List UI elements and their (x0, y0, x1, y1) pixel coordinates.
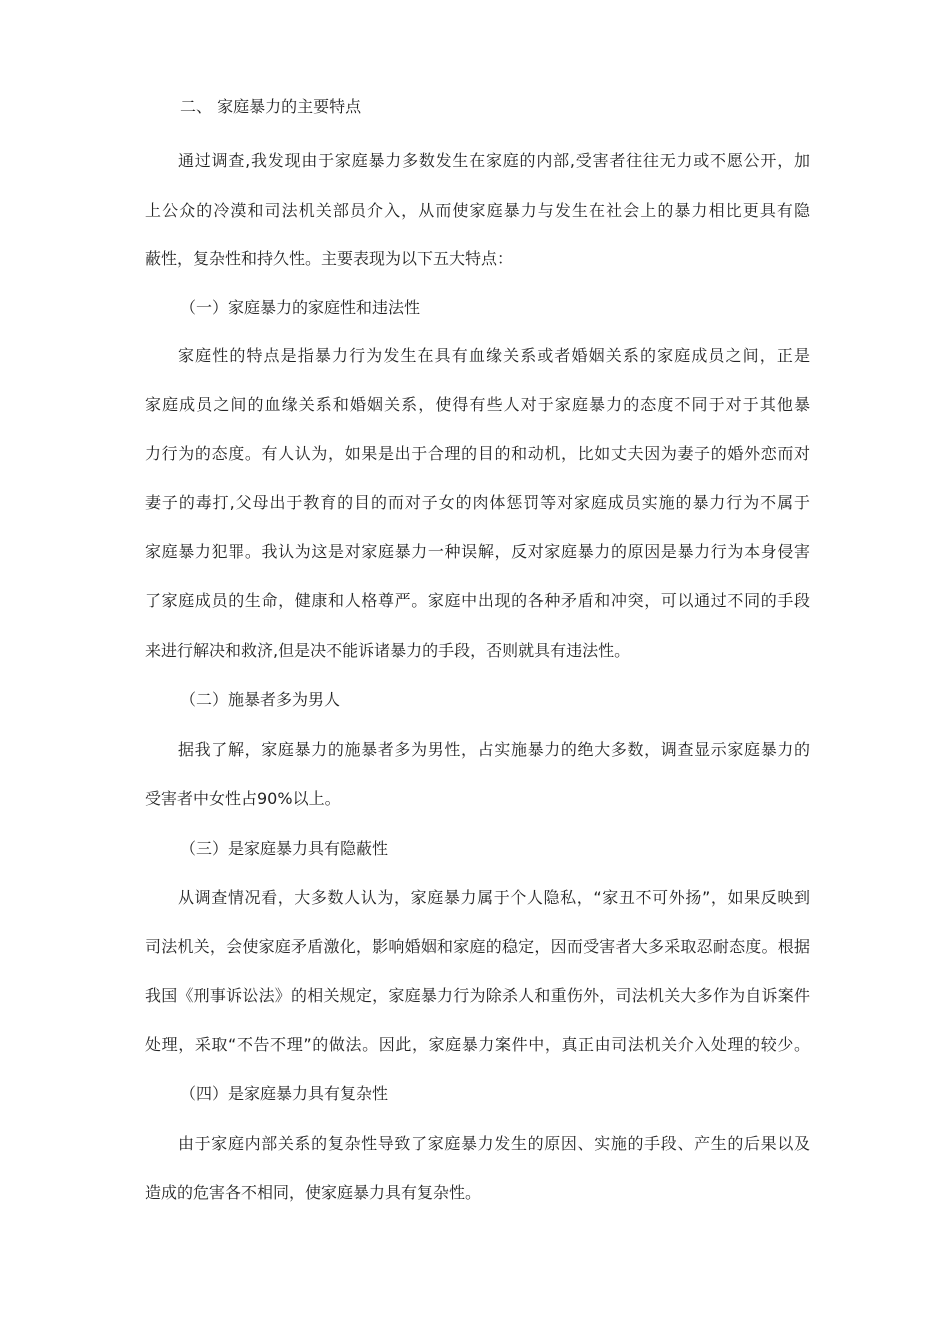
point-2-line-1: 据我了解，家庭暴力的施暴者多为男性，占实施暴力的绝大多数，调查显示家庭暴力的 (178, 740, 810, 759)
point-1-line-5: 家庭暴力犯罪。我认为这是对家庭暴力一种误解，反对家庭暴力的原因是暴力行为本身侵害 (145, 542, 810, 561)
point-1-line-2: 家庭成员之间的血缘关系和婚姻关系，使得有些人对于家庭暴力的态度不同于对于其他暴 (145, 395, 810, 414)
point-1-line-7: 来进行解决和救济,但是决不能诉诸暴力的手段，否则就具有违法性。 (145, 641, 631, 660)
point-3-heading: （三）是家庭暴力具有隐蔽性 (180, 839, 389, 858)
point-1-heading: （一）家庭暴力的家庭性和违法性 (180, 298, 421, 317)
point-1-line-6: 了家庭成员的生命，健康和人格尊严。家庭中出现的各种矛盾和冲突，可以通过不同的手段 (145, 591, 810, 610)
intro-line-3: 蔽性，复杂性和持久性。主要表现为以下五大特点： (145, 249, 514, 268)
point-3-line-1: 从调查情况看，大多数人认为，家庭暴力属于个人隐私，“家丑不可外扬”，如果反映到 (178, 888, 810, 907)
point-1-line-4: 妻子的毒打,父母出于教育的目的而对子女的肉体惩罚等对家庭成员实施的暴力行为不属于 (145, 493, 810, 512)
intro-line-1: 通过调查,我发现由于家庭暴力多数发生在家庭的内部,受害者往往无力或不愿公开，加 (178, 151, 810, 170)
point-3-line-3: 我国《刑事诉讼法》的相关规定，家庭暴力行为除杀人和重伤外，司法机关大多作为自诉案件 (145, 986, 810, 1005)
point-4-line-2: 造成的危害各不相同，使家庭暴力具有复杂性。 (145, 1183, 482, 1202)
intro-line-2: 上公众的冷漠和司法机关部员介入，从而使家庭暴力与发生在社会上的暴力相比更具有隐 (145, 201, 810, 220)
section-title: 二、 家庭暴力的主要特点 (180, 97, 362, 116)
point-3-line-4: 处理，采取“不告不理”的做法。因此，家庭暴力案件中，真正由司法机关介入处理的较少。 (145, 1035, 810, 1054)
point-2-heading: （二）施暴者多为男人 (180, 690, 341, 709)
point-4-heading: （四）是家庭暴力具有复杂性 (180, 1084, 389, 1103)
point-1-line-3: 力行为的态度。有人认为，如果是出于合理的目的和动机，比如丈夫因为妻子的婚外恋而对 (145, 444, 810, 463)
point-1-line-1: 家庭性的特点是指暴力行为发生在具有血缘关系或者婚姻关系的家庭成员之间，正是 (178, 346, 810, 365)
point-3-line-2: 司法机关，会使家庭矛盾激化，影响婚姻和家庭的稳定，因而受害者大多采取忍耐态度。根据 (145, 937, 810, 956)
point-2-line-2: 受害者中女性占90%以上。 (145, 789, 341, 808)
point-4-line-1: 由于家庭内部关系的复杂性导致了家庭暴力发生的原因、实施的手段、产生的后果以及 (178, 1134, 810, 1153)
